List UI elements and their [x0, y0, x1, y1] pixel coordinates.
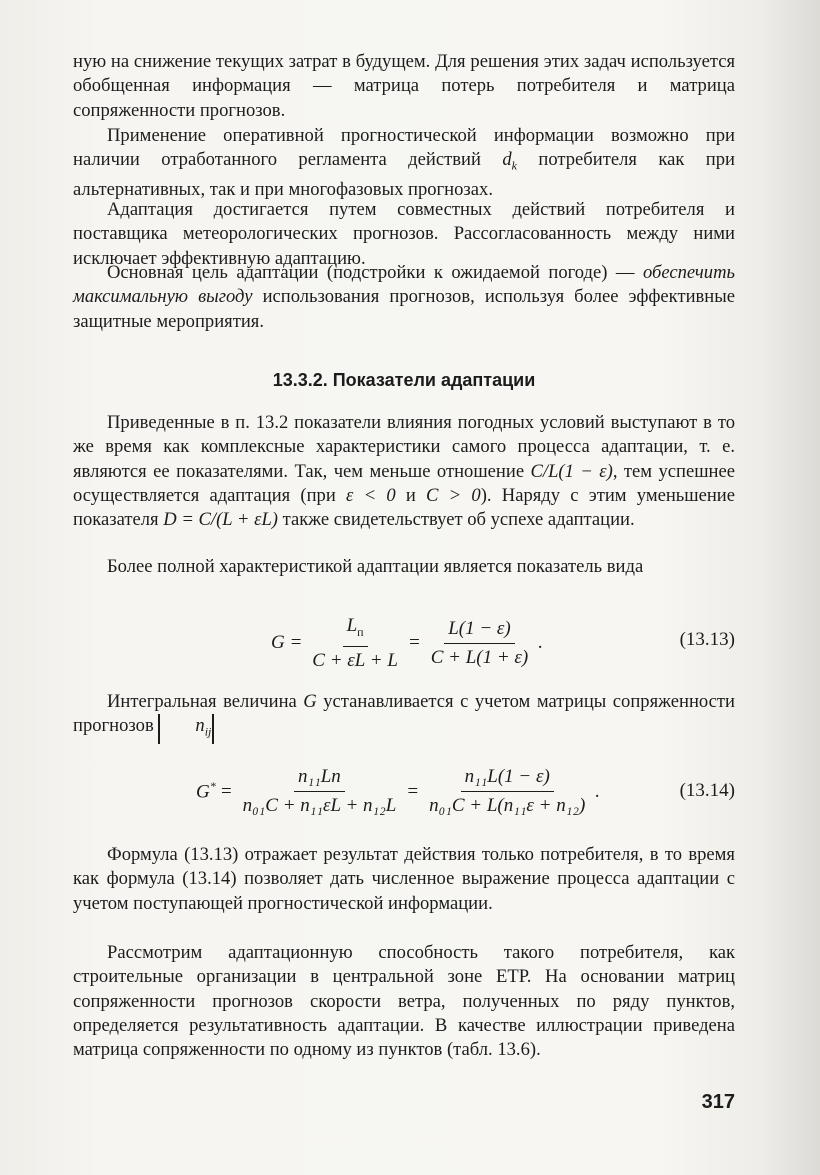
paragraph-4 [73, 261, 735, 334]
equation-13-14 [73, 763, 735, 825]
eq2-numerator-1: n₁₁Lп [294, 765, 345, 792]
paragraph-8 [73, 843, 735, 916]
epsilon-condition: ε < 0 [346, 484, 396, 506]
paragraph-4-emphasis: обеспечить максимальную выгоду [73, 262, 735, 308]
paragraph-7-part-b: устанавливается с учетом матрицы сопряженности прогнозов [73, 691, 735, 737]
paragraph-5-part-c: ). Наряду с этим уменьшение показателя [73, 484, 736, 531]
paragraph-7-part-a: Интегральная величина [107, 691, 297, 712]
dk-sub: k [511, 159, 517, 174]
eq2-lhs-star: * [209, 779, 216, 794]
paragraph-9-text: Рассмотрим адаптационную способность такого потребителя, как строительные организации в центральной зоне ЕТР. На основании матриц сопряженности прогнозов скорости ветра, полученных по ряду пунктов, определяется результативность адаптации. В качестве иллюстрации приведена матрица сопряженности по одному из пунктов (табл. 13.6). [73, 942, 735, 1061]
paragraph-3 [73, 198, 735, 271]
nij-matrix-norm [158, 714, 214, 744]
eq2-fraction-1 [239, 765, 401, 818]
and-word: и [405, 484, 416, 506]
eq1-num1-sub: п [357, 624, 364, 639]
paragraph-5-part-b: , тем успешнее осуществляется адаптация (при [73, 460, 735, 506]
paragraph-7-text [73, 690, 735, 744]
nij-n: n [195, 715, 205, 737]
page-number: 317 [701, 1091, 735, 1113]
equation-13-13-body [271, 614, 543, 673]
nij-sub: ij [204, 725, 212, 740]
paragraph-5 [73, 411, 735, 532]
paragraph-5-part-a: Приведенные в п. 13.2 показатели влияния погодных условий выступают в то же время как комплексные характеристики самого процесса адаптации, т. е. являются ее показателями. Так, чем меньше отношение [73, 412, 735, 482]
equation-13-13 [73, 612, 735, 674]
eq1-numerator-2: L(1 − ε) [444, 617, 515, 644]
eq2-equals-2: = [406, 780, 420, 802]
eq2-numerator-2: n₁₁L(1 − ε) [461, 765, 554, 792]
eq2-period: . [595, 780, 601, 802]
paragraph-1 [73, 50, 735, 123]
eq1-denominator-2: C + L(1 + ε) [430, 646, 529, 668]
eq1-fraction-2 [427, 617, 533, 670]
paragraph-4-part-a: Основная цель адаптации (подстройки к ожидаемой погоде) — [107, 262, 635, 283]
section-heading: 13.3.2. Показатели адаптации [272, 370, 536, 390]
eq2-denominator-1: n₀₁C + n₁₁εL + n₁₂L [242, 795, 397, 816]
eq1-period: . [538, 632, 543, 654]
dk-symbol [502, 149, 517, 174]
eq2-lhs-g: G [196, 781, 210, 803]
d-expression: D = C/(L + εL) [163, 509, 278, 531]
paragraph-6-text: Более полной характеристикой адаптации является показатель вида [107, 556, 644, 577]
paragraph-2 [73, 124, 735, 203]
eq1-numerator-1 [343, 614, 368, 647]
eq1-fraction-1 [308, 614, 402, 673]
c-condition: C > 0 [426, 484, 481, 506]
eq1-equals: = [407, 632, 421, 654]
paragraph-5-text [73, 411, 735, 532]
equation-13-14-body [196, 765, 600, 818]
ratio-expression: C/L(1 − ε) [530, 460, 613, 482]
page-edge-shadow [760, 0, 820, 1175]
equation-number-13-13: (13.13) [679, 629, 735, 650]
paragraph-5-part-d: также свидетельствует об успехе адаптации. [282, 509, 635, 531]
paragraph-6 [73, 555, 735, 579]
paragraph-4-part-b: использования прогнозов, используя более эффективные защитные мероприятия. [73, 286, 736, 332]
paragraph-3-text: Адаптация достигается путем совместных действий потребителя и поставщика метеорологических прогнозов. Рассогласованность между ними исключает эффективную адаптацию. [73, 199, 735, 269]
paragraph-2-part-b: потребителя как при альтернативных, так и при многофазовых прогнозах. [73, 149, 735, 201]
paragraph-4-text [73, 261, 735, 334]
equation-number-13-14: (13.14) [679, 780, 735, 801]
eq2-denominator-2: n₀₁C + L(n₁₁ε + n₁₂) [429, 795, 586, 816]
paragraph-2-part-a: Применение оперативной прогностической информации возможно при наличии отработанного регламента действий [73, 125, 735, 171]
paragraph-2-text [73, 124, 735, 203]
eq1-lhs: G = [271, 632, 303, 654]
eq1-denominator-1: C + εL + L [312, 649, 398, 671]
eq2-lhs [196, 779, 216, 803]
dk-d: d [502, 149, 512, 171]
paragraph-9 [73, 941, 735, 1062]
paragraph-8-text: Формула (13.13) отражает результат действия только потребителя, в то время как формула (13.14) позволяет дать численное выражение процесса адаптации с учетом поступающей прогностической информации. [73, 844, 735, 914]
eq1-num1-l: L [346, 615, 358, 636]
paragraph-7 [73, 690, 735, 744]
g-symbol: G [303, 691, 317, 712]
eq2-fraction-2 [425, 765, 589, 818]
paragraph-1-text: ную на снижение текущих затрат в будущем. Для решения этих задач используется обобщенная информация — матрица потерь потребителя и матрица сопряженности прогнозов. [73, 51, 735, 121]
eq2-equals-1: = [219, 780, 233, 802]
